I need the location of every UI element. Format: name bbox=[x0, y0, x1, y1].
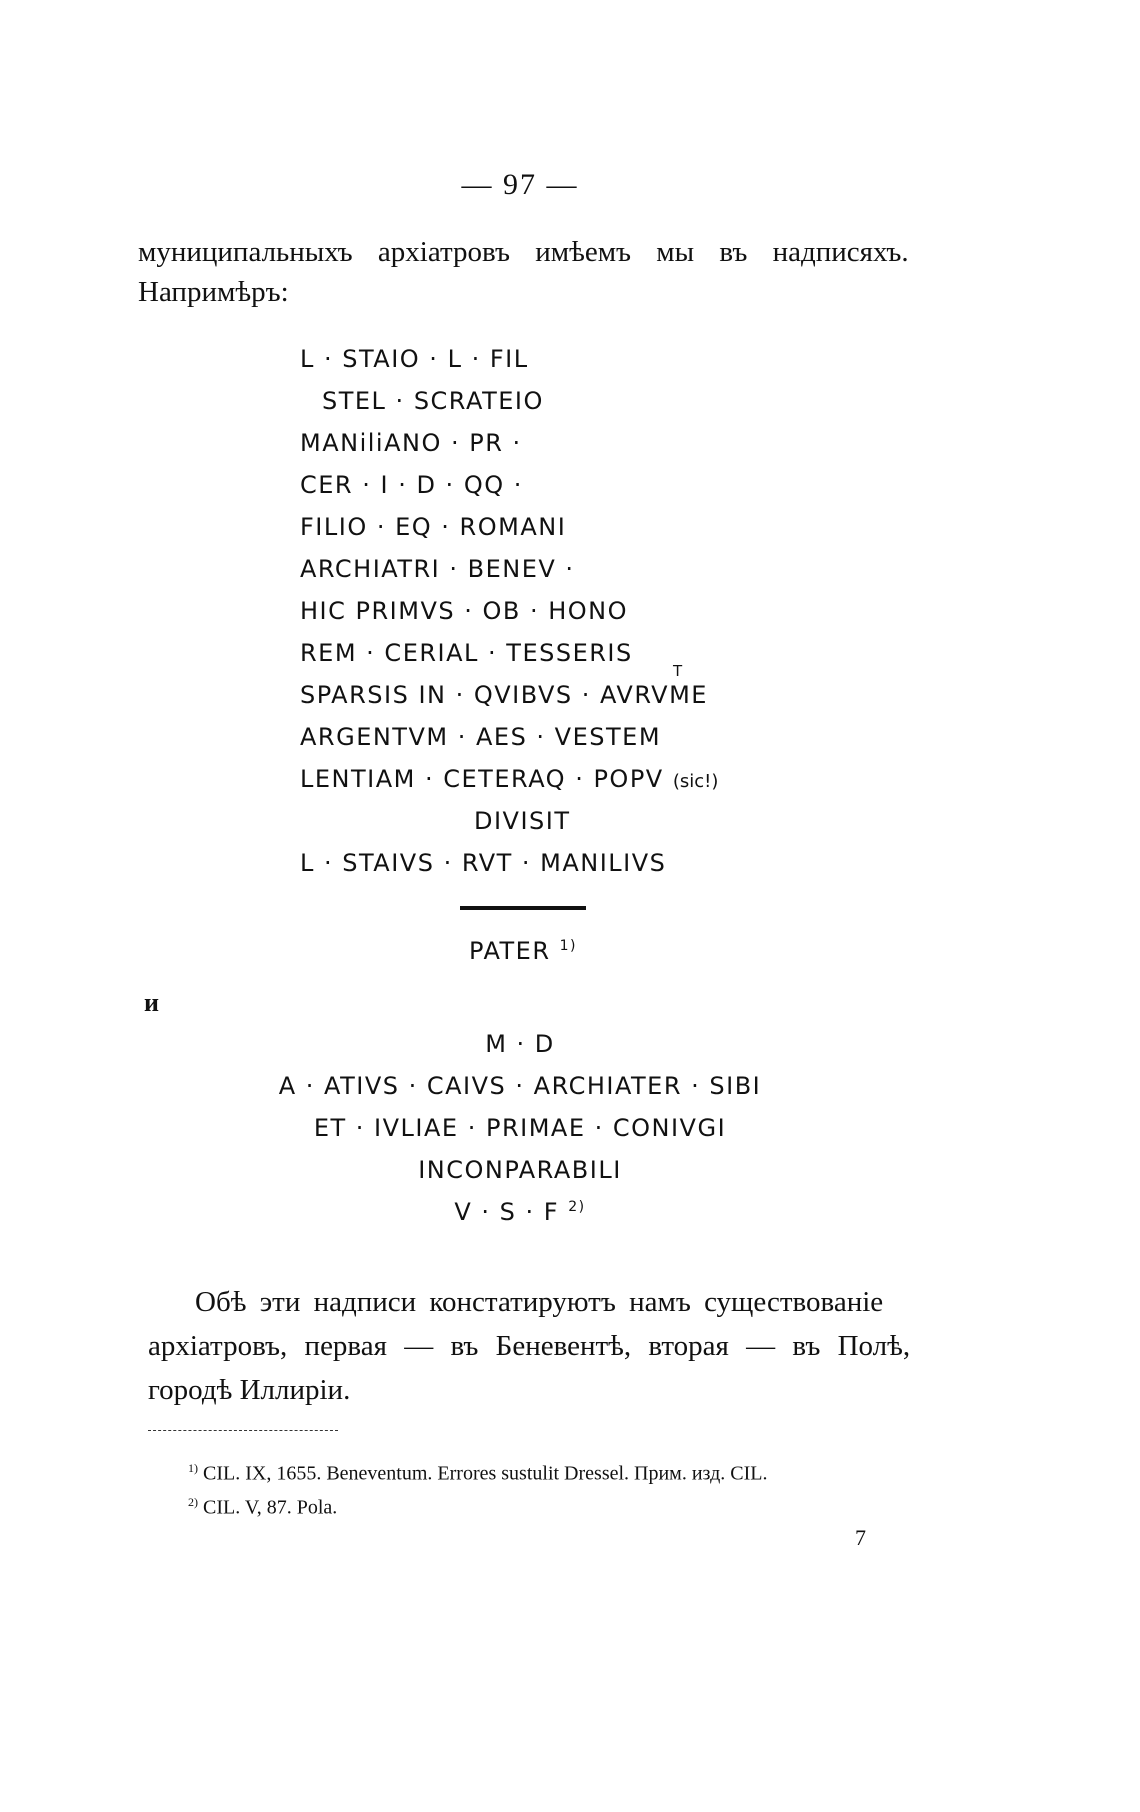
inscription2-line: A · ATIVS · CAIVS · ARCHIATER · SIBI bbox=[278, 1072, 762, 1100]
inscription-line: L · STAIVS · RVT · MANILIVS bbox=[300, 849, 667, 877]
inscription-line-text: LENTIAM · CETERAQ · POPV bbox=[300, 765, 664, 793]
paragraph-line-2: архіатровъ, первая — въ Беневентѣ, вторая — въ Полѣ, bbox=[148, 1330, 911, 1362]
inscription-line: MANiliANO · PR · bbox=[300, 429, 522, 457]
inscription-line: ARCHIATRI · BENEV · bbox=[300, 555, 575, 583]
inscription2-line: ET · IVLIAE · PRIMAE · CONIVGI bbox=[313, 1114, 727, 1142]
inscription2-line-text: V · S · F bbox=[454, 1198, 560, 1226]
inscription-line: SPARSIS IN · QVIBVS · AVRVME bbox=[300, 681, 708, 709]
inscription2-line: M · D bbox=[485, 1030, 555, 1058]
pater-text: PATER bbox=[469, 937, 551, 965]
inscription-line: ARGENTVM · AES · VESTEM bbox=[300, 723, 662, 751]
footnote-ref: 1) bbox=[559, 938, 578, 954]
printer-signature: 7 bbox=[855, 1525, 866, 1550]
inscription-line: L · STAIO · L · FIL bbox=[300, 345, 529, 373]
inscription-line: DIVISIT bbox=[474, 807, 571, 835]
footnote-ref: 2) bbox=[568, 1199, 586, 1215]
footnote-mark: 1) bbox=[188, 1461, 198, 1475]
horizontal-rule bbox=[460, 906, 586, 910]
inscription2-line: INCONPARABILI bbox=[418, 1156, 622, 1184]
inscription-line bbox=[300, 765, 718, 793]
footnote-mark: 2) bbox=[188, 1495, 198, 1509]
inscription-line: STEL · SCRATEIO bbox=[322, 387, 544, 415]
footnote-text: CIL. V, 87. Pola. bbox=[203, 1496, 338, 1519]
sic-note: (sic!) bbox=[672, 771, 719, 792]
ligature-mark: T bbox=[673, 662, 683, 680]
conjunction-text: и bbox=[144, 988, 159, 1017]
intro-line-1: муниципальныхъ архіатровъ имѣемъ мы въ надписяхъ. bbox=[138, 236, 909, 268]
inscription-footer bbox=[469, 937, 577, 965]
paragraph-line-3: городѣ Иллиріи. bbox=[148, 1374, 351, 1406]
inscription-line: REM · CERIAL · TESSERIS bbox=[300, 639, 633, 667]
intro-line-2: Напримѣръ: bbox=[138, 276, 289, 308]
page-number: — 97 — bbox=[461, 168, 579, 201]
inscription2-line bbox=[0, 1198, 1040, 1226]
inscription-line: CER · I · D · QQ · bbox=[300, 471, 523, 499]
inscription-line: FILIO · EQ · ROMANI bbox=[300, 513, 567, 541]
footnote-separator bbox=[148, 1430, 338, 1431]
footnote-2 bbox=[188, 1495, 337, 1520]
footnote-text: CIL. IX, 1655. Beneventum. Errores sustulit Dressel. Прим. изд. CIL. bbox=[203, 1462, 768, 1485]
footnote-1 bbox=[188, 1461, 767, 1486]
paragraph-line-1: Обѣ эти надписи констатируютъ намъ существованіе bbox=[195, 1286, 884, 1318]
inscription-line: HIC PRIMVS · OB · HONO bbox=[300, 597, 629, 625]
